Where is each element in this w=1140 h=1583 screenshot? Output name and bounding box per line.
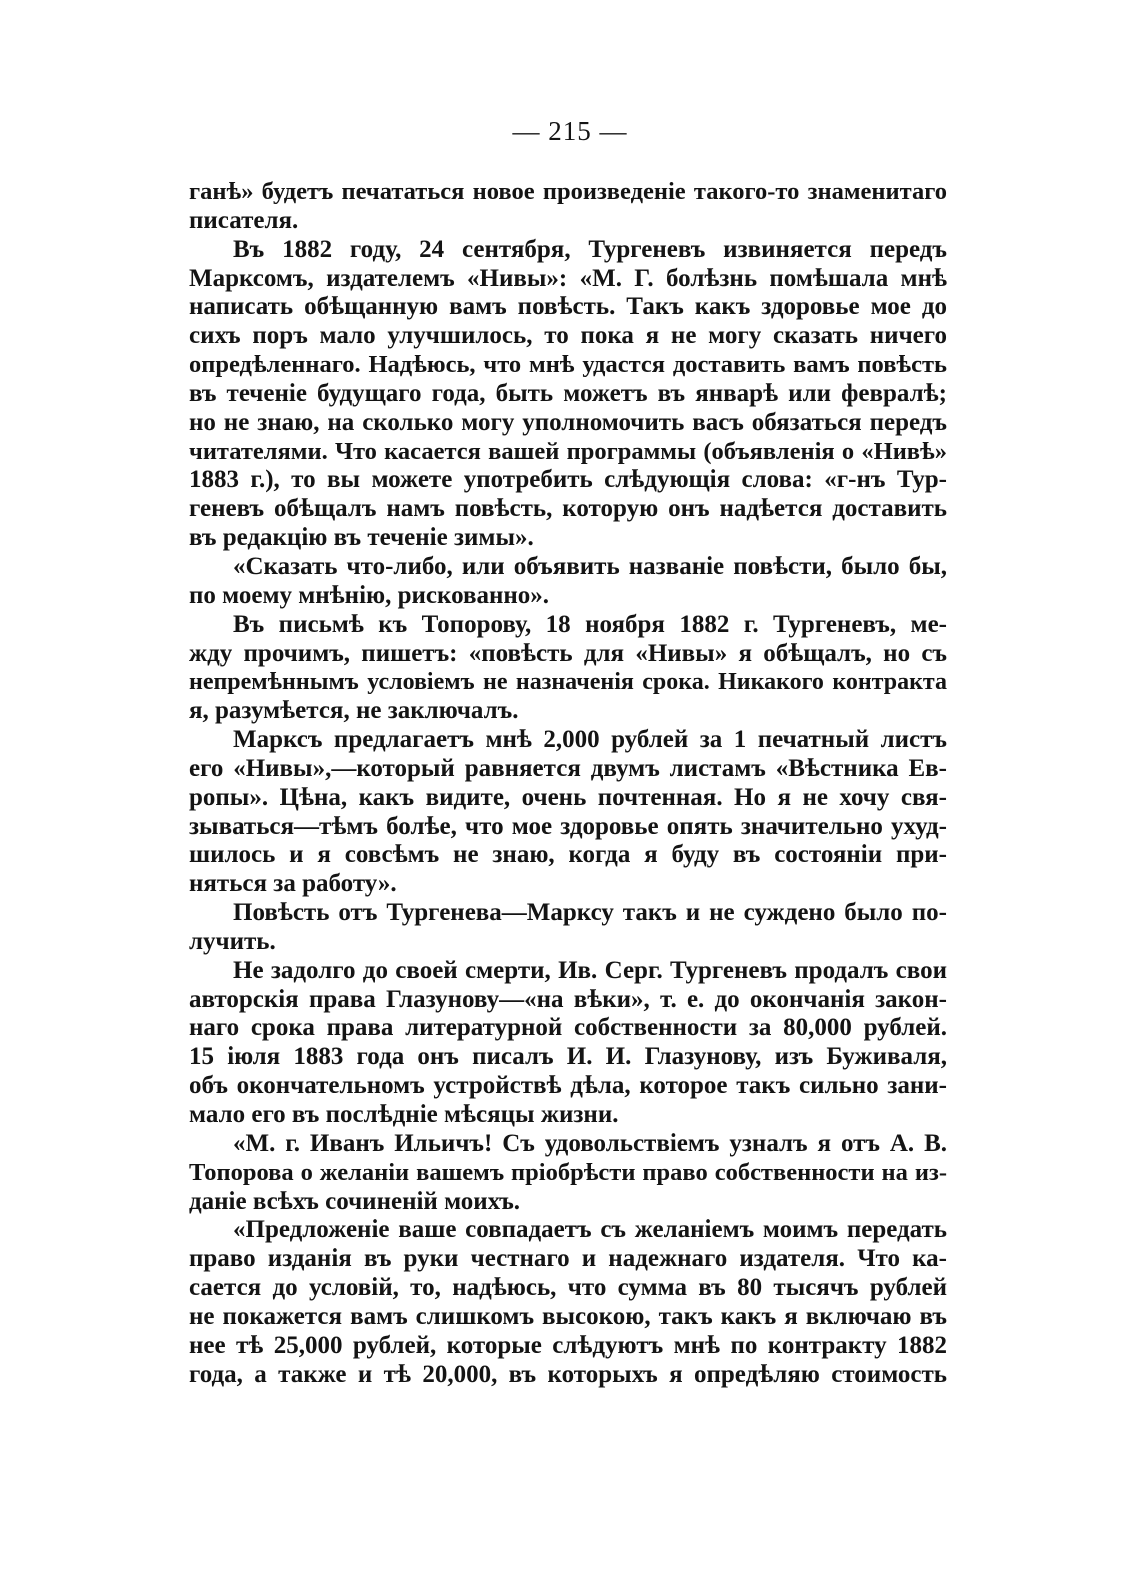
text-line: нее тѣ 25,000 рублей, которые слѣдуютъ мнѣ по контракту 1882 <box>189 1331 947 1359</box>
text-line: въ редакцію въ теченіе зимы». <box>189 524 534 552</box>
text-line: Не задолго до своей смерти, Ив. Серг. Тургеневъ продалъ свои <box>233 956 947 984</box>
text-line: авторскія права Глазунову—«на вѣки», т. е. до окончанія закон- <box>189 985 947 1013</box>
body-text <box>189 178 947 1389</box>
text-line: 1883 г.), то вы можете употребить слѣдующія слова: «г-нъ Тур- <box>189 466 947 494</box>
text-line: няться за работу». <box>189 870 397 898</box>
text-line: въ теченіе будущаго года, быть можетъ въ январѣ или февралѣ; <box>189 379 947 407</box>
text-line: жду прочимъ, пишетъ: «повѣсть для «Нивы» я обѣщалъ, но съ <box>189 639 947 667</box>
text-line: писателя. <box>189 206 299 234</box>
text-line: Въ письмѣ къ Топорову, 18 ноября 1882 г. Тургеневъ, ме- <box>233 610 947 638</box>
text-line: сихъ поръ мало улучшилось, то пока я не могу сказать ничего <box>189 322 947 350</box>
text-line: геневъ обѣщалъ намъ повѣсть, которую онъ надѣется доставить <box>189 495 947 523</box>
text-line: его «Нивы»,—который равняется двумъ листамъ «Вѣстника Ев- <box>189 754 947 782</box>
text-line: 15 іюля 1883 года онъ писалъ И. И. Глазунову, изъ Буживаля, <box>189 1043 947 1071</box>
text-line: Повѣсть отъ Тургенева—Марксу такъ и не суждено было по- <box>233 899 947 927</box>
text-line: «М. г. Иванъ Ильичъ! Съ удовольствіемъ узналъ я отъ А. В. <box>233 1129 947 1157</box>
text-line: Топорова о желаніи вашемъ пріобрѣсти право собственности на из- <box>189 1158 947 1186</box>
text-line: ропы». Цѣна, какъ видите, очень почтенная. Но я не хочу свя- <box>189 783 947 811</box>
text-line: право изданія въ руки честнаго и надежнаго издателя. Что ка- <box>189 1245 947 1273</box>
text-line: объ окончательномъ устройствѣ дѣла, которое такъ сильно зани- <box>189 1072 947 1100</box>
text-line: по моему мнѣнію, рискованно». <box>189 581 550 609</box>
text-line: ганѣ» будетъ печататься новое произведеніе такого-то знаменитаго <box>189 178 947 205</box>
text-line: читателями. Что касается вашей программы (объявленія о «Нивѣ» <box>189 437 947 465</box>
text-line: зываться—тѣмъ болѣе, что мое здоровье опять значительно ухуд- <box>189 812 947 840</box>
text-line: «Сказать что-либо, или объявить названіе повѣсти, было бы, <box>233 552 947 580</box>
text-line: Въ 1882 году, 24 сентября, Тургеневъ извиняется передъ <box>233 235 947 263</box>
text-line: даніе всѣхъ сочиненій моихъ. <box>189 1187 521 1215</box>
text-line: Марксъ предлагаетъ мнѣ 2,000 рублей за 1 печатный листъ <box>233 726 947 754</box>
text-line: наго срока права литературной собственности за 80,000 рублей. <box>189 1014 947 1042</box>
text-line: непремѣннымъ условіемъ не назначенія срока. Никакого контракта <box>189 669 947 696</box>
text-line: сается до условій, то, надѣюсь, что сумма въ 80 тысячъ рублей <box>189 1274 947 1302</box>
text-line: Марксомъ, издателемъ «Нивы»: «М. Г. болѣзнь помѣшала мнѣ <box>189 264 947 292</box>
text-line: опредѣленнаго. Надѣюсь, что мнѣ удастся доставить вамъ повѣсть <box>189 351 947 379</box>
page-number: — 215 — <box>512 116 628 146</box>
text-line: я, разумѣется, не заключалъ. <box>189 697 519 725</box>
text-line: мало его въ послѣдніе мѣсяцы жизни. <box>189 1101 619 1128</box>
text-line: шилось и я совсѣмъ не знаю, когда я буду въ состояніи при- <box>189 841 947 869</box>
text-line: года, а также и тѣ 20,000, въ которыхъ я опредѣляю стоимость <box>189 1360 947 1388</box>
text-line: лучить. <box>189 927 276 955</box>
text-line: не покажется вамъ слишкомъ высокою, такъ какъ я включаю въ <box>189 1302 947 1330</box>
text-line: «Предложеніе ваше совпадаетъ съ желаніемъ моимъ передать <box>233 1216 947 1244</box>
text-line: написать обѣщанную вамъ повѣсть. Такъ какъ здоровье мое до <box>189 293 947 321</box>
text-line: но не знаю, на сколько могу уполномочить васъ обязаться передъ <box>189 408 947 436</box>
